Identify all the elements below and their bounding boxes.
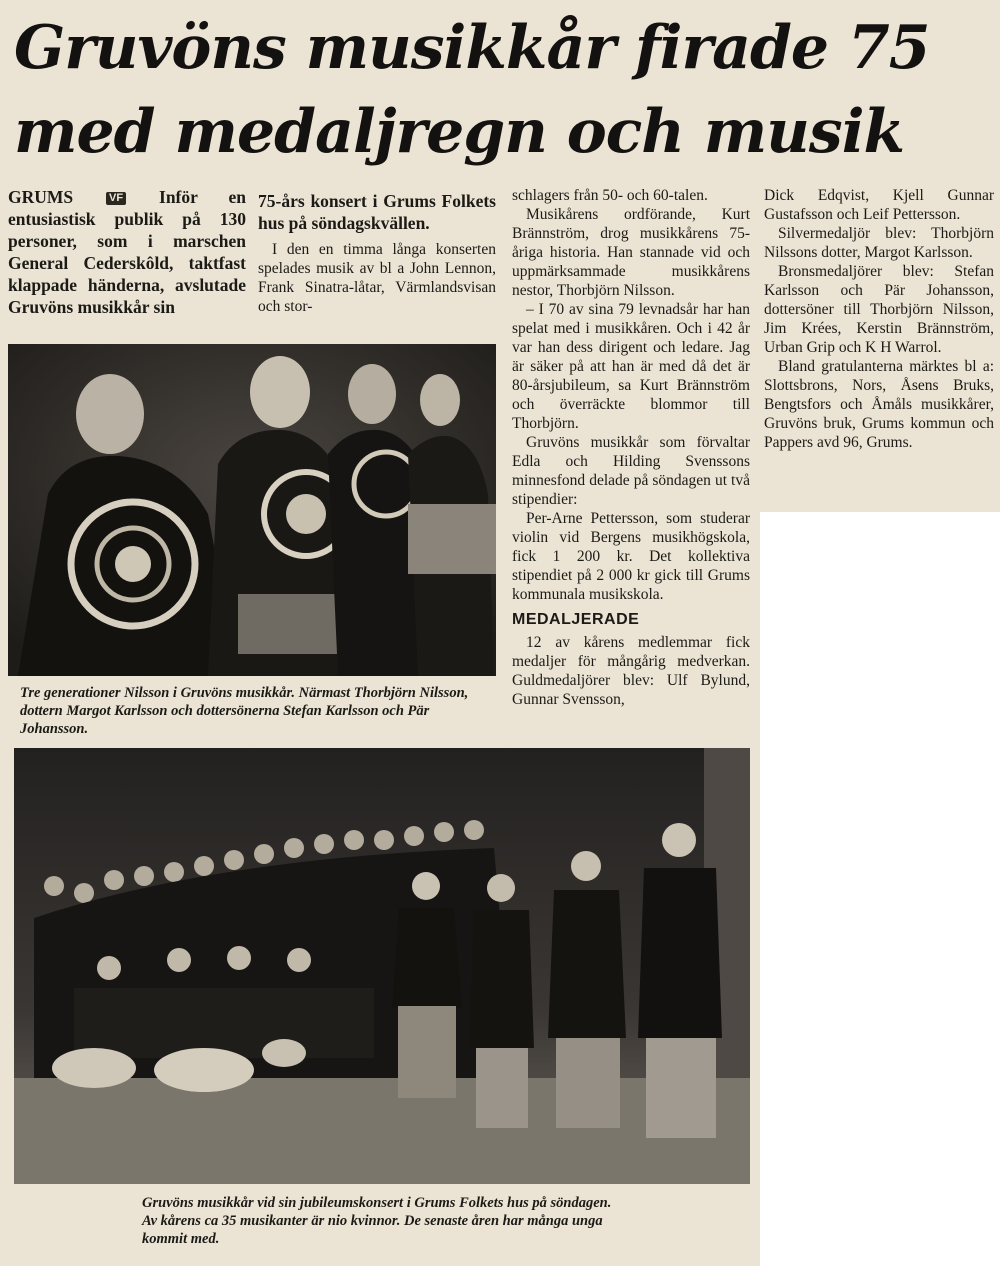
paragraph: Dick Edqvist, Kjell Gunnar Gustafsson och Leif Pettersson. [764,187,994,223]
photo-1-caption: Tre generationer Nilsson i Gruvöns musikkår. Närmast Thorbjörn Nilsson, dottern Margot Karlsson och dottersönerna Stefan Karlsson och Pär Johansson. [20,685,469,737]
paragraph: Silvermedaljör blev: Thorbjörn Nilssons dotter, Margot Karlsson. [764,225,994,261]
photo-2-caption: Gruvöns musikkår vid sin jubileumskonsert i Grums Folkets hus på söndagen. Av kårens ca 35 musikanter är nio kvinnor. De senaste åren har många unga kommit med. [142,1195,612,1247]
headline-line-1: Gruvöns musikkår firade 75 [14,13,930,83]
paragraph: I den en timma långa konserten spelades musik av bl a John Lennon, Frank Sinatra-låtar, Värmlandsvisan och stor- [258,241,496,315]
article-headline [14,6,994,174]
brass-band-group-photo [14,748,750,1184]
vf-logo: VF [106,192,126,205]
paragraph: Bland gratulanterna märktes bl a: Slottsbrons, Nors, Åsens Bruks, Bengtsfors och Åmåls musikkårer, Gruvöns bruk, Grums kommun och Pappers avd 96, Grums. [764,358,994,451]
paragraph: Gruvöns musikkår som förvaltar Edla och Hilding Svenssons minnesfond delade på söndagen ut två stipendier: [512,434,750,508]
column-1 [8,186,246,318]
paragraph: Musikårens ordförande, Kurt Brännström, drog musikkårens 75-åriga historia. Han stannade vid och uppmärksammade musikkårens nestor, Thorbjörn Nilsson. [512,206,750,299]
paragraph: Bronsmedaljörer blev: Stefan Karlsson och Pär Johansson, dottersöner till Thorbjörn Nilsson, Jim Krées, Kerstin Brännström, Urban Grip och K H Warrol. [764,263,994,356]
column-4 [764,186,994,452]
lead-continuation: 75-års konsert i Grums Folkets hus på söndagskvällen. [258,191,496,233]
paragraph: 12 av kårens medlemmar fick medaljer för mångårig medverkan. Guldmedaljörer blev: Ulf Bylund, Gunnar Svensson, [512,634,750,708]
subheading-medaljerade: MEDALJERADE [512,611,640,628]
paragraph: Per-Arne Pettersson, som studerar violin vid Bergens musikhögskola, fick 1 200 kr. Det kollektiva stipendiet på 2 000 kr gick till Grums kommunala musikskola. [512,510,750,603]
four-horn-players-photo [8,344,496,676]
paragraph: schlagers från 50- och 60-talen. [512,187,708,204]
column-2 [258,190,496,316]
headline-line-2: med medaljregn och musik [14,97,905,167]
lead-paragraph [8,186,246,318]
paragraph: – I 70 av sina 79 levnadsår har han spelat med i musikkåren. Och i 42 år var han dess dirigent och ledare. Jag är säker på att han är med då det är 80-årsjubileum, sa Kurt Brännström och överräckte blommor till Thorbjörn. [512,301,750,432]
column-3 [512,186,750,709]
dateline: GRUMS [8,187,74,207]
lead-text: Inför en entusiastisk publik på 130 personer, som i marschen General Cederskôld, taktfast klappade händerna, avslutade Gruvöns musikkår sin [8,187,246,317]
